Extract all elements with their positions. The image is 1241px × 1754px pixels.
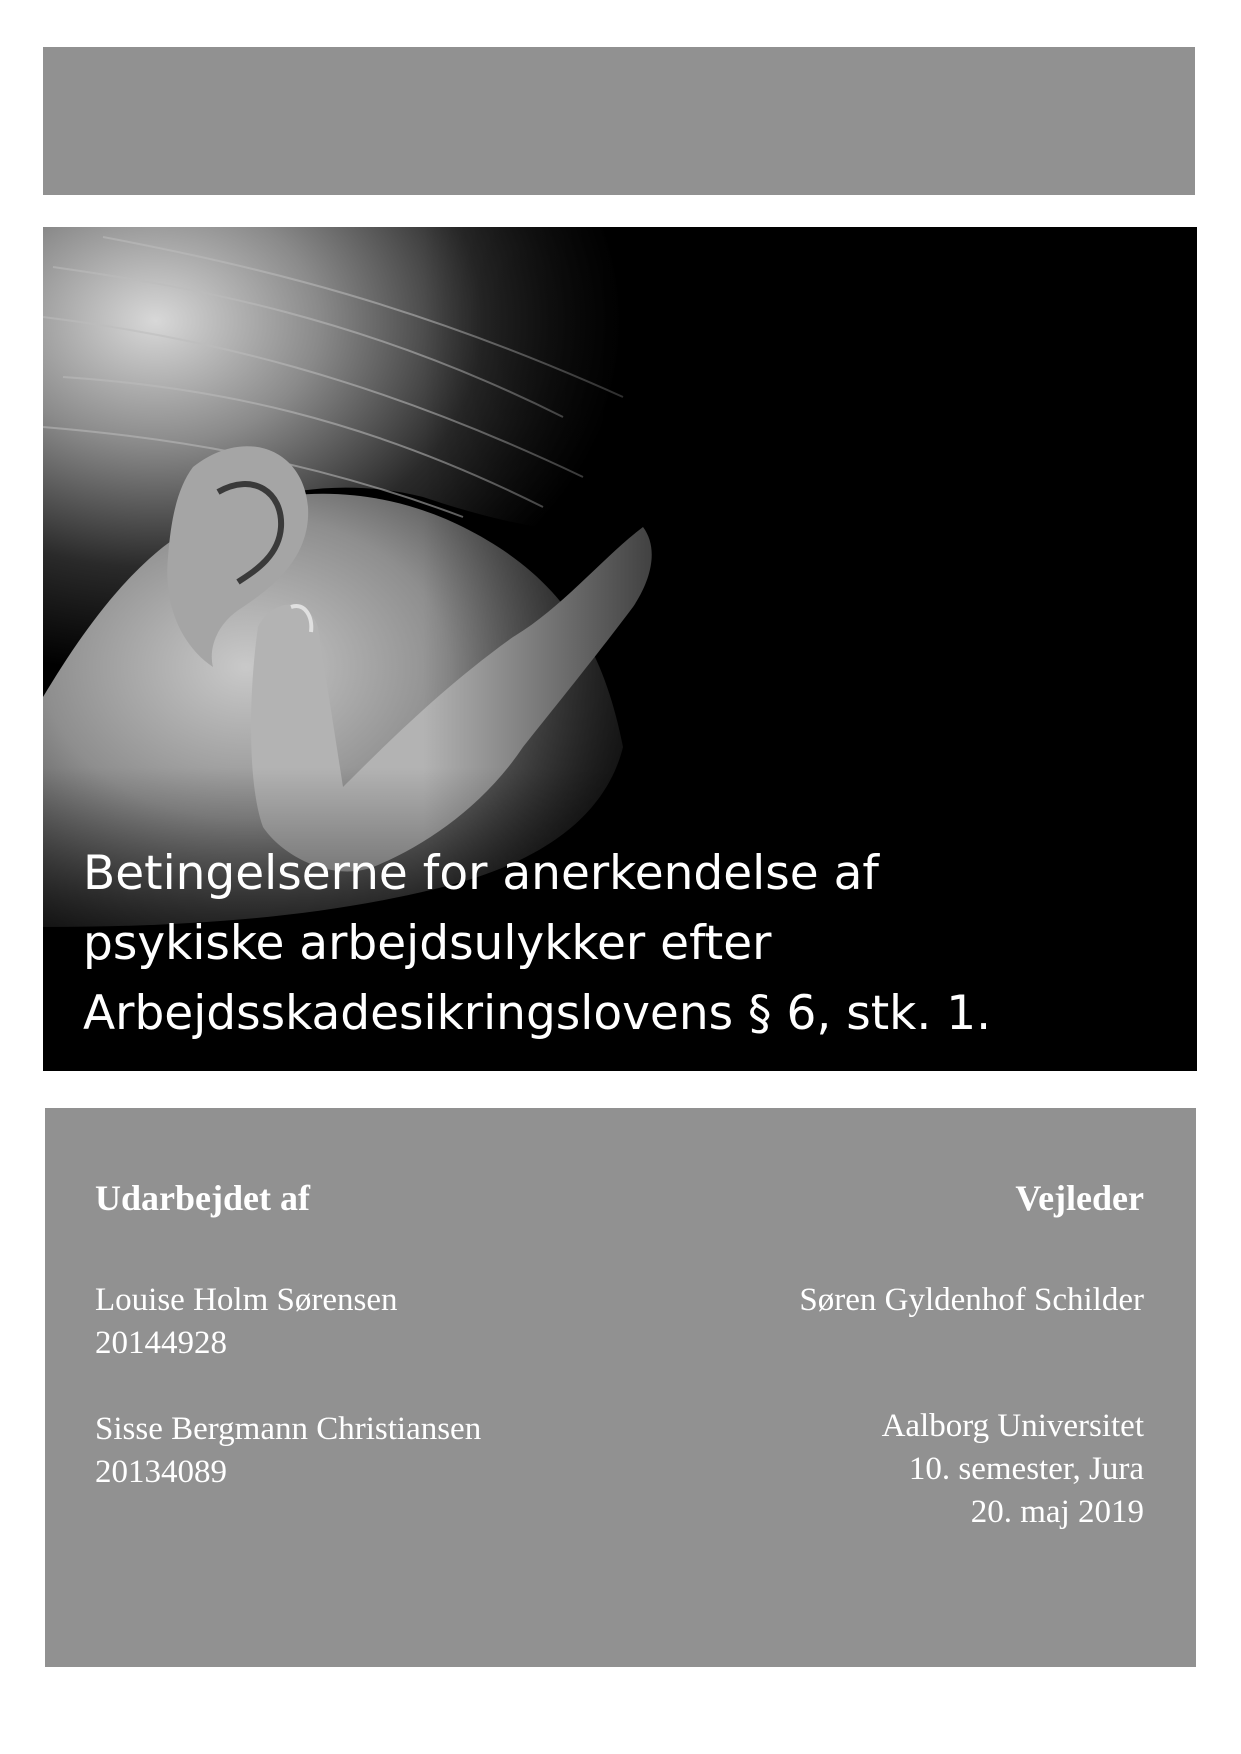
title-line-2: psykiske arbejdsulykker efter <box>83 916 772 971</box>
title-line-3: Arbejdsskadesikringslovens § 6, stk. 1. <box>83 986 992 1041</box>
cover-photo <box>43 227 1197 1071</box>
author-1-id: 20144928 <box>95 1325 227 1361</box>
author-1 <box>95 1279 397 1365</box>
author-2-name: Sisse Bergmann Christiansen <box>95 1411 482 1447</box>
info-panel <box>45 1108 1196 1667</box>
institution-block <box>882 1405 1144 1534</box>
submission-date: 20. maj 2019 <box>970 1494 1144 1530</box>
author-2-id: 20134089 <box>95 1454 227 1490</box>
top-band <box>43 47 1195 195</box>
author-1-name: Louise Holm Sørensen <box>95 1282 398 1318</box>
semester-label: 10. semester, Jura <box>908 1451 1144 1487</box>
supervisor-name-block <box>799 1279 1144 1322</box>
authors-heading: Udarbejdet af <box>95 1178 310 1218</box>
author-2 <box>95 1408 481 1494</box>
university-name: Aalborg Universitet <box>881 1408 1144 1444</box>
document-title <box>83 839 1163 1049</box>
title-line-1: Betingelserne for anerkendelse af <box>83 846 879 901</box>
supervisor-heading: Vejleder <box>1015 1178 1144 1218</box>
supervisor-name: Søren Gyldenhof Schilder <box>799 1282 1144 1318</box>
